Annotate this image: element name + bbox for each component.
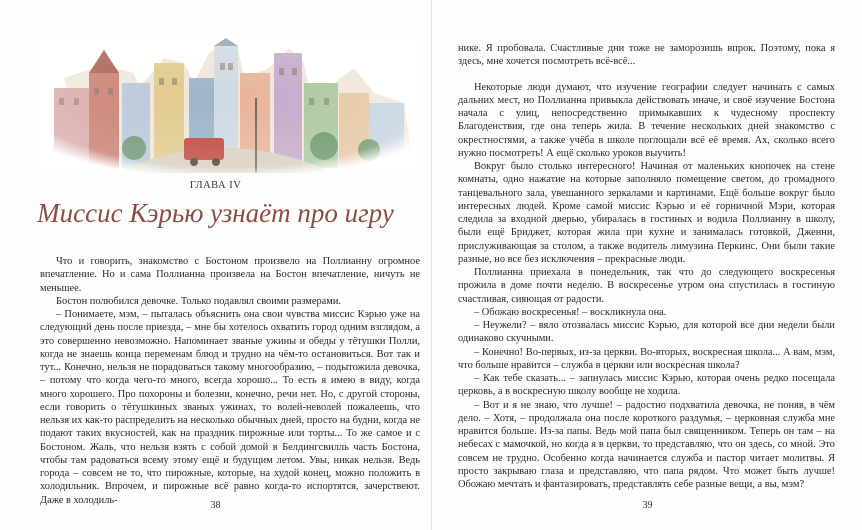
paragraph: Вокруг было столько интересного! Начиная от маленьких кнопочек на стене комнаты, одно нажатие на которые заполняло помещение светом, до громадного танцевального зала, увешанного зеркалами и картинами. Ещё больше вокруг было интересных людей. Кроме самой миссис Кэрью и её горничной Мэри, которая следила за входной дверью, убиралась в гостиных и водила Поллианну в школу, были ещё Бриджет, которая жила при кухне и занималась готовкой, Дженни, прислуживающая за столом, а также водитель лимузина Перкинс. Они были такие разные, но все без исключения – прекрасные люди.: [458, 161, 835, 265]
page-number: 39: [642, 500, 653, 511]
paragraph: Некоторые люди думают, что изучение географии следует начинать с самых дальних мест, но Поллианна привыкла действовать иначе, и своё изучение Бостона начала с улиц, непосредственно примыкавших к чудесному проспекту Благоденствия, где она теперь жила. В течение нескольких дней знакомство с окрестностями, а также учёба в школе поглощали всё её время. Ах, сколько всего нужно посмотреть! А ещё сколько уроков выучить!: [458, 81, 835, 159]
paragraph: Что и говорить, знакомство с Бостоном произвело на Поллианну огромное впечатление. Но и сама Поллианна произвела на Бостон впечатление, ничуть не меньшее.: [40, 256, 420, 294]
chapter-title: Миссис Кэрью узнаёт про игру: [37, 198, 394, 228]
chapter-label: ГЛАВА IV: [189, 180, 242, 191]
paragraph: Поллианна приехала в понедельник, так что до следующего воскресенья прожила в доме почти неделю. В воскресенье утром она спустилась в гостиную счастливая, сияющая от радости.: [458, 267, 835, 305]
boston-street-illustration: [34, 38, 422, 173]
paragraph: – Конечно! Во-первых, из-за церкви. Во-вторых, воскресная школа... А вам, мэм, что больше нравится – служба в церкви или воскресная школа?: [458, 346, 835, 371]
right-page: [431, 0, 862, 530]
left-body-text: [40, 255, 420, 507]
right-body-text: [458, 42, 835, 491]
paragraph: нике. Я пробовала. Счастливые дни тоже не заморозишь впрок. Поэтому, пока я здесь, мне хочется посмотреть всё-всё...: [458, 43, 835, 68]
paragraph: – Вот и я не знаю, что лучше! – радостно подхватила девочка, не поняв, в чём дело. – Хотя, – продолжала она после короткого раздумья, – церковная служба мне нравится больше. Из-за папы. Ведь мой папа был священником. Теперь он там – на небесах с мамочкой, но когда я в церкви, то представляю, что он здесь, со мной. Это совсем не трудно. Особенно когда начинается служба и пастор читает молитвы. Я просто закрываю глаза и представляю, что папа рядом. Что может быть лучше! Обожаю мечтать и фантазировать, представлять себе разные вещи, а вы, мэм?: [458, 399, 835, 490]
paragraph: – Неужели? – вяло отозвалась миссис Кэрью, для которой все дни недели были одинаково скучными.: [458, 320, 835, 345]
paragraph: – Как тебе сказать... – запнулась миссис Кэрью, которая очень редко посещала церковь, а в воскресную школу вообще не ходила.: [458, 373, 835, 398]
paragraph: Бостон полюбился девочке. Только подавлял своими размерами.: [56, 295, 342, 307]
paragraph: – Обожаю воскресенья! – воскликнула она.: [474, 306, 667, 318]
paragraph: – Понимаете, мэм, – пыталась объяснить она свои чувства миссис Кэрью уже на следующий день после приезда, – мне бы хотелось охватить город одним взглядом, а это совершенно невозможно. Напоминает званые ужины и обеды у тётушки Полли, когда не знаешь конца переменам блюд и трудно на чём-то остановиться. Вот так и тут... Конечно, нельзя не порадоваться такому многообразию, – подытожила девочка, – потому что когда чего-то много, всегда хорошо... То есть я имею в виду, когда много хорошего. Про похороны и болезни, конечно, речи нет. Но, с другой стороны, если говорить о тётушкиных званых ужинах, то волей-неволей пожалеешь, что нельзя их как-то распределить на несколько обычных дней, просто на будни, когда не подают таких вкусностей, как на праздник пирожные или торты... То же самое и с Бостоном. Жаль, что нельзя взять с собой домой в Белдингсвилль часть Бостона, чтобы там радоваться всему этому ещё и будущим летом. Увы, никак нельзя. Ведь города – совсем не то, что пирожные, которые, на худой конец, можно положить в холодильник. Впрочем, и пирожные всё равно когда-то испортятся, зачерствеют. Даже в холодиль-: [40, 309, 420, 506]
page-number: 38: [210, 500, 221, 511]
